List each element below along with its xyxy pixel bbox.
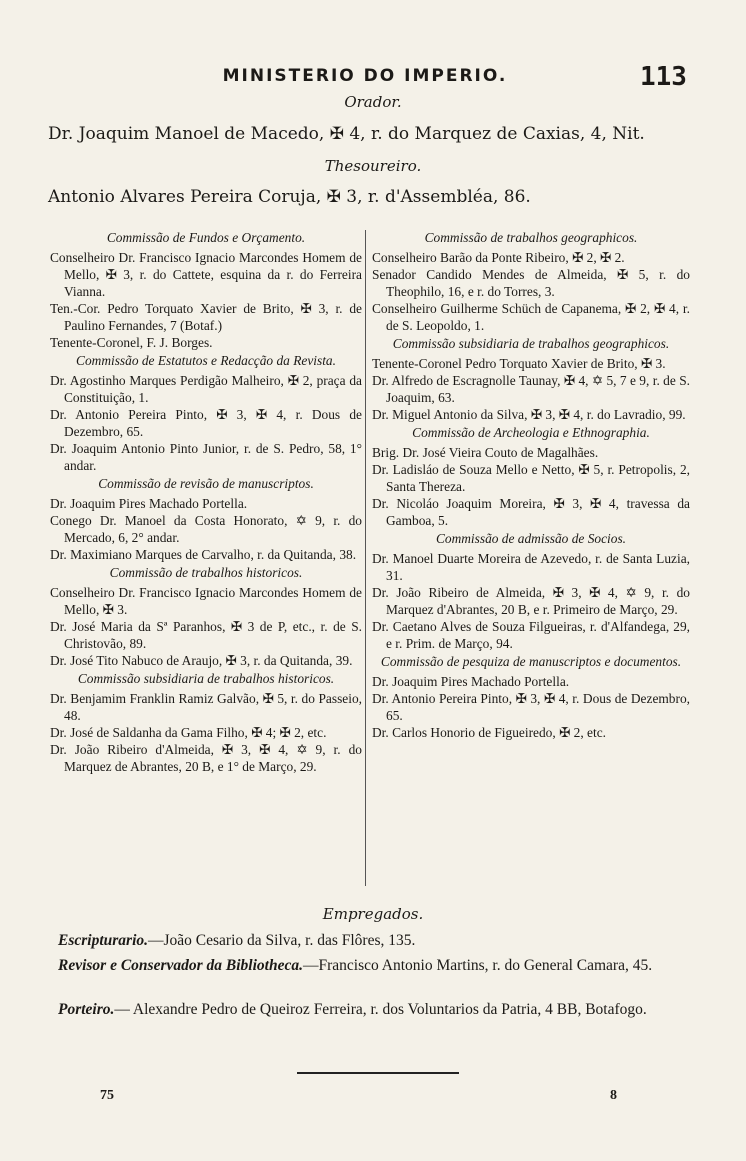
member-entry: Conselheiro Guilherme Schüch de Capanema, ✠ 2, ✠ 4, r. de S. Leopoldo, 1. bbox=[372, 301, 690, 333]
member-entry: Conselheiro Barão da Ponte Ribeiro, ✠ 2, ✠ 2. bbox=[372, 250, 625, 265]
member-entry: Dr. Joaquim Antonio Pinto Junior, r. de S. Pedro, 58, 1° andar. bbox=[50, 441, 362, 473]
commission-heading: Commissão de Fundos e Orçamento. bbox=[106, 230, 306, 245]
employee-entry bbox=[58, 930, 712, 951]
member-entry: Dr. Joaquim Pires Machado Portella. bbox=[50, 496, 248, 511]
member-entry: Dr. Carlos Honorio de Figueiredo, ✠ 2, etc. bbox=[372, 725, 606, 740]
closing-rule bbox=[297, 1072, 459, 1074]
commission-heading: Commissão subsidiaria de trabalhos historicos. bbox=[77, 671, 335, 686]
member-entry: Tenente-Coronel, F. J. Borges. bbox=[50, 335, 213, 350]
member-entry: Dr. Nicoláo Joaquim Moreira, ✠ 3, ✠ 4, travessa da Gamboa, 5. bbox=[372, 496, 690, 528]
member-entry: Tenente-Coronel Pedro Torquato Xavier de Brito, ✠ 3. bbox=[372, 356, 666, 371]
employee-details: —João Cesario da Silva, r. das Flôres, 135. bbox=[148, 932, 416, 949]
commission-heading: Commissão de Estatutos e Redacção da Revista. bbox=[76, 353, 336, 368]
member-entry: Dr. Miguel Antonio da Silva, ✠ 3, ✠ 4, r. do Lavradio, 99. bbox=[372, 407, 686, 422]
employee-entry bbox=[58, 955, 712, 976]
member-entry: Dr. Caetano Alves de Souza Filgueiras, r. d'Alfandega, 29, e r. Prim. de Março, 94. bbox=[372, 619, 690, 651]
employee-title: Revisor e Conservador da Bibliotheca. bbox=[58, 957, 303, 974]
employee-title: Escripturario. bbox=[58, 932, 149, 949]
member-entry: Dr. Antonio Pereira Pinto, ✠ 3, ✠ 4, r. Dous de Dezembro, 65. bbox=[372, 691, 690, 723]
employee-details: —Francisco Antonio Martins, r. do General Camara, 45. bbox=[302, 957, 653, 974]
member-entry: Dr. João Ribeiro d'Almeida, ✠ 3, ✠ 4, ✡ 9, r. do Marquez de Abrantes, 20 B, e 1° de Março, 29. bbox=[50, 742, 362, 774]
signature-mark-right: 8 bbox=[610, 1088, 617, 1103]
commission-heading: Commissão de Archeologia e Ethnographia. bbox=[412, 425, 650, 440]
employee-details: — Alexandre Pedro de Queiroz Ferreira, r. dos Voluntarios da Patria, 4 BB, Botafogo. bbox=[114, 1001, 647, 1018]
member-entry: Dr. João Ribeiro de Almeida, ✠ 3, ✠ 4, ✡ 9, r. do Marquez d'Abrantes, 20 B, e r. Primeiro de Março, 29. bbox=[372, 585, 690, 617]
member-entry: Ten.-Cor. Pedro Torquato Xavier de Brito, ✠ 3, r. de Paulino Fernandes, 7 (Botaf.) bbox=[50, 301, 362, 333]
member-entry: Dr. Antonio Pereira Pinto, ✠ 3, ✠ 4, r. Dous de Dezembro, 65. bbox=[50, 407, 362, 439]
commission-heading: Commissão de trabalhos geographicos. bbox=[424, 230, 638, 245]
commission-heading: Commissão de admissão de Socios. bbox=[435, 531, 627, 546]
member-entry: Conselheiro Dr. Francisco Ignacio Marcondes Homem de Mello, ✠ 3. bbox=[50, 585, 362, 617]
commission-heading: Commissão de revisão de manuscriptos. bbox=[98, 476, 314, 491]
role-orador: Orador. bbox=[344, 93, 402, 111]
member-entry: Conselheiro Dr. Francisco Ignacio Marcondes Homem de Mello, ✠ 3, r. do Cattete, esquina da r. do Ferreira Vianna. bbox=[50, 250, 362, 299]
member-entry: Dr. Benjamim Franklin Ramiz Galvão, ✠ 5, r. do Passeio, 48. bbox=[50, 691, 362, 723]
member-entry: Senador Candido Mendes de Almeida, ✠ 5, r. do Theophilo, 16, e r. do Torres, 3. bbox=[372, 267, 690, 299]
page-header bbox=[0, 62, 746, 92]
right-column bbox=[372, 228, 690, 741]
entry-orador: Dr. Joaquim Manoel de Macedo, ✠ 4, r. do Marquez de Caxias, 4, Nit. bbox=[48, 124, 645, 144]
commission-heading: Commissão de trabalhos historicos. bbox=[109, 565, 303, 580]
member-entry: Dr. José Tito Nabuco de Araujo, ✠ 3, r. da Quitanda, 39. bbox=[50, 653, 353, 668]
member-entry: Dr. Alfredo de Escragnolle Taunay, ✠ 4, ✡ 5, 7 e 9, r. de S. Joaquim, 63. bbox=[372, 373, 690, 405]
running-title: MINISTERIO DO IMPERIO. bbox=[222, 66, 508, 86]
role-thesoureiro: Thesoureiro. bbox=[324, 157, 422, 175]
commission-columns bbox=[50, 228, 690, 892]
column-divider bbox=[365, 230, 366, 886]
member-entry: Dr. José Maria da Sª Paranhos, ✠ 3 de P, etc., r. de S. Christovão, 89. bbox=[50, 619, 362, 651]
member-entry: Dr. Agostinho Marques Perdigão Malheiro, ✠ 2, praça da Constituição, 1. bbox=[50, 373, 362, 405]
page-number: 113 bbox=[640, 62, 687, 92]
member-entry: Brig. Dr. José Vieira Couto de Magalhães. bbox=[372, 445, 599, 460]
member-entry: Dr. Manoel Duarte Moreira de Azevedo, r. de Santa Luzia, 31. bbox=[372, 551, 690, 583]
member-entry: Dr. José de Saldanha da Gama Filho, ✠ 4; ✠ 2, etc. bbox=[50, 725, 327, 740]
commission-heading: Commissão subsidiaria de trabalhos geographicos. bbox=[392, 336, 670, 351]
member-entry: Dr. Maximiano Marques de Carvalho, r. da Quitanda, 38. bbox=[50, 547, 357, 562]
commission-heading: Commissão de pesquiza de manuscriptos e documentos. bbox=[380, 654, 682, 669]
employee-title: Porteiro. bbox=[58, 1001, 115, 1018]
member-entry: Conego Dr. Manoel da Costa Honorato, ✡ 9, r. do Mercado, 6, 2° andar. bbox=[50, 513, 362, 545]
member-entry: Dr. Joaquim Pires Machado Portella. bbox=[372, 674, 570, 689]
left-column bbox=[50, 228, 362, 775]
entry-thesoureiro: Antonio Alvares Pereira Coruja, ✠ 3, r. d'Assembléa, 86. bbox=[48, 187, 531, 207]
employees-heading: Empregados. bbox=[322, 905, 424, 923]
member-entry: Dr. Ladisláo de Souza Mello e Netto, ✠ 5, r. Petropolis, 2, Santa Thereza. bbox=[372, 462, 690, 494]
employee-entry bbox=[58, 999, 712, 1020]
signature-mark-left: 75 bbox=[100, 1088, 114, 1103]
